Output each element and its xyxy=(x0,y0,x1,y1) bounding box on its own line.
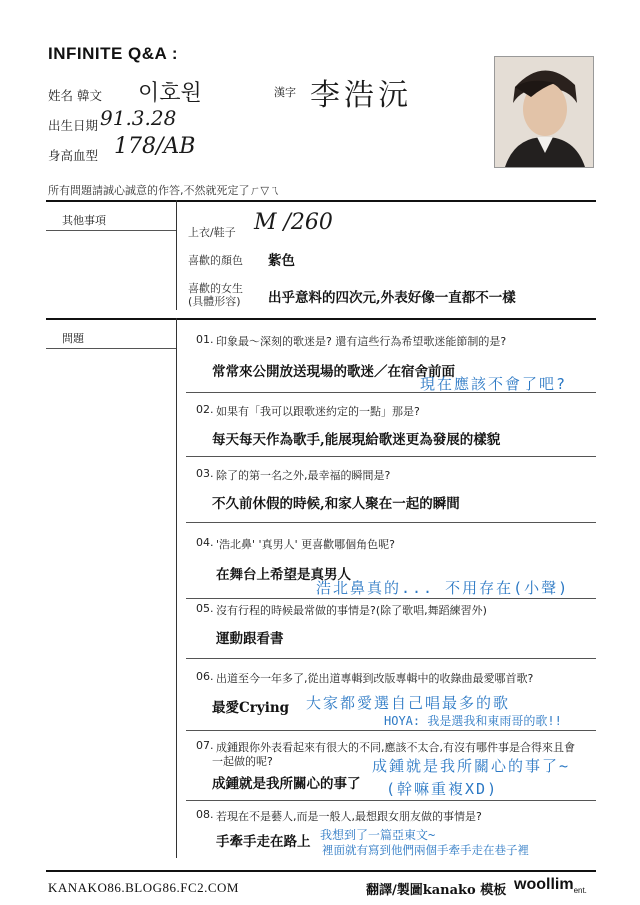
question-number: 05. xyxy=(196,602,214,615)
translator-note: 大家都愛選自己唱最多的歌 xyxy=(306,694,511,712)
divider xyxy=(186,800,596,801)
color-label: 喜歡的顏色 xyxy=(188,254,243,267)
question-number: 02. xyxy=(196,403,214,416)
divider xyxy=(46,200,596,202)
height-blood-label: 身高血型 xyxy=(48,148,99,163)
question-text: '浩北鼻' '真男人' 更喜歡哪個角色呢? xyxy=(216,538,395,551)
ideal-value: 出乎意料的四次元,外表好像一直都不一樣 xyxy=(268,290,516,306)
color-value: 紫色 xyxy=(268,253,295,269)
size-label: 上衣/鞋子 xyxy=(188,226,236,239)
other-section-label: 其他事項 xyxy=(62,214,106,227)
divider xyxy=(46,870,596,872)
divider xyxy=(186,598,596,599)
question-text: 沒有行程的時候最常做的事情是?(除了歌唱,舞蹈練習外) xyxy=(216,604,487,617)
question-number: 07. xyxy=(196,739,214,752)
answer-text: 最愛Crying xyxy=(212,700,290,716)
question-text: 印象最～深刻的歌迷是? 還有這些行為希望歌迷能節制的是? xyxy=(216,335,507,348)
answer-text: 成鍾就是我所關心的事了 xyxy=(212,776,361,792)
question-text: 出道至今一年多了,從出道專輯到改版專輯中的收錄曲最愛哪首歌? xyxy=(216,672,534,685)
answer-text: 常常來公開放送現場的歌迷／在宿舍前面 xyxy=(212,364,455,380)
question-text: 如果有「我可以跟歌迷約定的一點」那是? xyxy=(216,405,420,418)
question-text: 若現在不是藝人,而是一般人,最想跟女朋友做的事情是? xyxy=(216,810,482,823)
birth-value: 91.3.28 xyxy=(100,106,177,130)
translator-note-sub: HOYA: 我是選我和東雨哥的歌!! xyxy=(384,714,562,728)
question-number: 08. xyxy=(196,808,214,821)
divider xyxy=(186,392,596,393)
divider xyxy=(46,348,176,349)
answer-text: 運動跟看書 xyxy=(216,631,284,647)
question-text: 成鍾跟你外表看起來有很大的不同,應該不太合,有沒有哪件事是合得來且會 xyxy=(216,741,575,754)
birth-label: 出生日期 xyxy=(48,118,99,133)
divider xyxy=(186,730,596,731)
translator-note: 成鍾就是我所關心的事了~ xyxy=(372,757,571,775)
credit-text: 翻譯/製圖kanako 模板 xyxy=(366,883,507,898)
divider xyxy=(176,318,177,858)
question-number: 03. xyxy=(196,467,214,480)
answer-text: 不久前休假的時候,和家人聚在一起的瞬間 xyxy=(212,496,460,512)
translator-note-sub: (幹嘛重複XD) xyxy=(386,780,499,798)
logo-sub: ent. xyxy=(573,886,587,896)
intro-text: 所有問題請誠心誠意的作答,不然就死定了ㄏ▽ㄟ xyxy=(48,184,280,197)
page-title: INFINITE Q&A : xyxy=(48,44,179,63)
hanja-value: 李浩沅 xyxy=(310,78,412,113)
logo-text: woollim xyxy=(514,876,574,893)
question-number: 04. xyxy=(196,536,214,549)
blog-url: KANAKO86.BLOG86.FC2.COM xyxy=(48,880,239,895)
height-blood-value: 178/AB xyxy=(114,134,196,159)
translator-note: 浩北鼻真的... 不用存在(小聲) xyxy=(316,579,570,597)
questions-section-label: 問題 xyxy=(62,332,84,345)
question-number: 01. xyxy=(196,333,214,346)
divider xyxy=(186,658,596,659)
answer-text: 手牽手走在路上 xyxy=(216,834,311,850)
translator-note-sub: 裡面就有寫到他們兩個手牽手走在巷子裡 xyxy=(322,843,529,857)
answer-text: 在舞台上希望是真男人 xyxy=(216,567,351,583)
woollim-logo xyxy=(514,876,587,895)
question-number: 06. xyxy=(196,670,214,683)
divider xyxy=(186,456,596,457)
divider xyxy=(186,522,596,523)
question-text: 除了的第一名之外,最幸福的瞬間是? xyxy=(216,469,391,482)
question-text-line2: 一起做的呢? xyxy=(212,755,273,768)
portrait-image xyxy=(495,57,593,167)
ideal-label: 喜歡的女生 xyxy=(188,282,243,295)
answer-text: 每天每天作為歌手,能展現給歌迷更為發展的樣貌 xyxy=(212,432,501,448)
name-label: 姓名 韓文 xyxy=(48,88,102,103)
ideal-label-sub: (具體形容) xyxy=(188,295,241,308)
divider xyxy=(176,200,177,310)
translator-note: 現在應該不會了吧? xyxy=(420,375,568,393)
divider xyxy=(46,230,176,231)
size-value: M /260 xyxy=(254,210,333,235)
profile-photo xyxy=(494,56,594,168)
divider xyxy=(46,318,596,320)
name-korean-value: 이호원 xyxy=(138,81,202,106)
hanja-label: 漢字 xyxy=(274,86,296,99)
translator-note: 我想到了一篇亞東文~ xyxy=(320,828,436,842)
